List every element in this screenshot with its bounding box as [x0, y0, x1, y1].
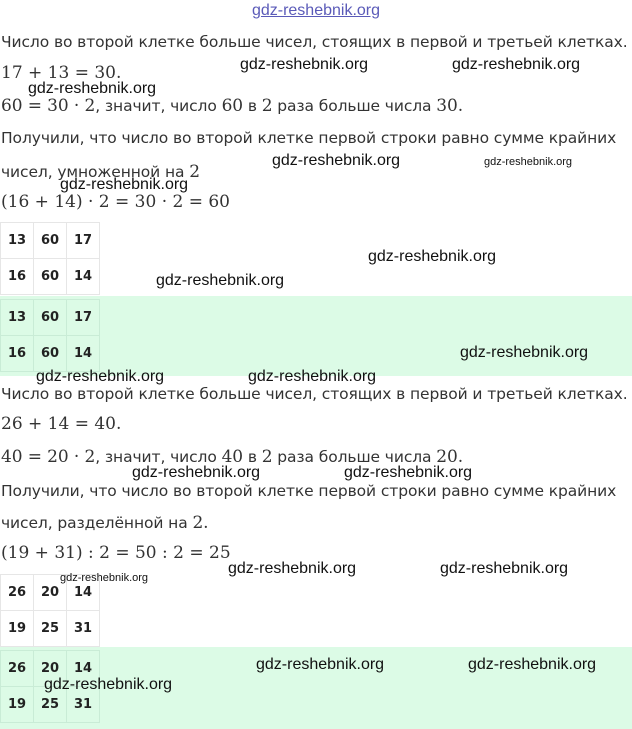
p2-text-1: Число во второй клетке больше чисел, стоящих в первой и третьей клетках. — [1, 385, 628, 403]
watermark: gdz-reshebnik.org — [452, 56, 581, 73]
grid-cell: 60 — [34, 336, 67, 372]
p1-text-4-words: чисел, умноженной на — [1, 163, 190, 181]
p2-line-2-num-b: 2 — [261, 447, 273, 467]
p2-line-2-num-a: 40 — [221, 447, 244, 467]
p2-line-2-math: 40 = 20 · 2 — [1, 447, 96, 467]
watermark: gdz-reshebnik.org — [468, 656, 597, 673]
p2-line-2-end: раза больше числа — [272, 448, 437, 466]
grid-cell: 16 — [1, 259, 34, 295]
grid-cell: 19 — [1, 611, 34, 647]
p1-text-1: Число во второй клетке больше чисел, стоящих в первой и третьей клетках. — [1, 33, 628, 51]
p2-equation-2: (19 + 31) : 2 = 50 : 2 = 25 — [1, 543, 231, 563]
watermark: gdz-reshebnik.org — [484, 156, 573, 168]
p2-text-4 — [1, 513, 208, 533]
p1-line-2-num-b: 2 — [261, 96, 273, 116]
watermark: gdz-reshebnik.org — [60, 176, 189, 193]
watermark: gdz-reshebnik.org — [460, 344, 589, 361]
watermark: gdz-reshebnik.org — [156, 272, 285, 289]
p1-line-2-end: раза больше числа — [272, 97, 437, 115]
grid-cell: 13 — [1, 223, 34, 259]
grid-cell: 17 — [67, 300, 100, 336]
p2-grid-given — [0, 574, 100, 647]
table-row — [1, 611, 100, 647]
grid-cell: 26 — [1, 651, 34, 687]
grid-cell: 14 — [67, 336, 100, 372]
grid-cell: 60 — [34, 300, 67, 336]
p1-line-2-math: 60 = 30 · 2 — [1, 96, 96, 116]
watermark: gdz-reshebnik.org — [228, 560, 357, 577]
p1-line-2-text: , значит, число — [95, 97, 222, 115]
watermark: gdz-reshebnik.org — [248, 368, 377, 385]
p1-text-4-num: 2 — [189, 162, 200, 182]
grid-cell: 13 — [1, 300, 34, 336]
grid-cell: 17 — [67, 223, 100, 259]
grid-cell: 20 — [34, 651, 67, 687]
watermark: gdz-reshebnik.org — [60, 572, 149, 584]
p2-text-3: Получили, что число во второй клетке первой строки равно сумме крайних — [1, 482, 617, 500]
grid-cell: 31 — [67, 611, 100, 647]
grid-cell: 14 — [67, 259, 100, 295]
grid-cell: 16 — [1, 336, 34, 372]
p1-line-2-in: в — [243, 97, 262, 115]
watermark: gdz-reshebnik.org — [132, 464, 261, 481]
p2-line-2-num-c: 20. — [436, 447, 464, 467]
watermark: gdz-reshebnik.org — [440, 560, 569, 577]
p1-line-2 — [1, 96, 463, 116]
watermark: gdz-reshebnik.org — [44, 676, 173, 693]
grid-cell: 19 — [1, 687, 34, 723]
grid-cell: 60 — [34, 223, 67, 259]
watermark: gdz-reshebnik.org — [368, 248, 497, 265]
watermark: gdz-reshebnik.org — [344, 464, 473, 481]
grid-cell: 25 — [34, 687, 67, 723]
grid-cell: 25 — [34, 611, 67, 647]
watermark: gdz-reshebnik.org — [36, 368, 165, 385]
p1-line-2-num-a: 60 — [221, 96, 244, 116]
p2-equation-1: 26 + 14 = 40. — [1, 414, 122, 434]
grid-cell: 14 — [67, 651, 100, 687]
p1-equation-2: (16 + 14) · 2 = 30 · 2 = 60 — [1, 192, 231, 212]
p1-grid-given — [0, 222, 100, 295]
table-row — [1, 336, 100, 372]
table-row — [1, 259, 100, 295]
site-header-link[interactable]: gdz-reshebnik.org — [251, 2, 381, 19]
p1-line-2-num-c: 30. — [436, 96, 464, 116]
p2-line-2-in: в — [243, 448, 262, 466]
p1-grid-answer — [0, 299, 100, 372]
grid-cell: 14 — [67, 575, 100, 611]
watermark: gdz-reshebnik.org — [28, 80, 157, 97]
p2-text-4-words: чисел, разделённой на — [1, 514, 193, 532]
grid-cell: 31 — [67, 687, 100, 723]
grid-cell: 20 — [34, 575, 67, 611]
watermark: gdz-reshebnik.org — [256, 656, 385, 673]
grid-cell: 26 — [1, 575, 34, 611]
watermark: gdz-reshebnik.org — [272, 152, 401, 169]
table-row — [1, 300, 100, 336]
p1-text-3: Получили, что число во второй клетке первой строки равно сумме крайних — [1, 129, 617, 147]
grid-cell: 60 — [34, 259, 67, 295]
p2-text-4-num: 2. — [192, 513, 209, 533]
table-row — [1, 223, 100, 259]
watermark: gdz-reshebnik.org — [240, 56, 369, 73]
p1-equation-1: 17 + 13 = 30. — [1, 63, 122, 83]
p2-line-2-text: , значит, число — [95, 448, 222, 466]
